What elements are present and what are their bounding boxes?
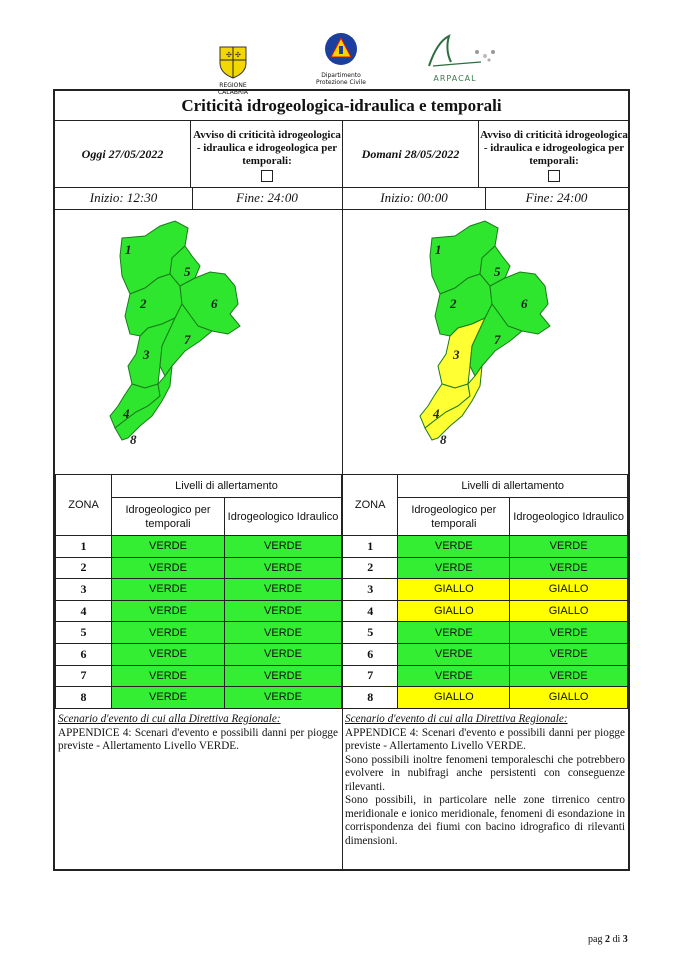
level-temporali: VERDE (112, 579, 225, 601)
table-row (343, 579, 628, 601)
map-label-2: 2 (140, 296, 147, 311)
table-row (56, 579, 342, 601)
table-row (56, 687, 342, 709)
right-col2-header: Idrogeologico Idraulico (510, 498, 628, 536)
map-label-4: 4 (433, 406, 440, 421)
map-label-6: 6 (211, 296, 218, 311)
left-scenario-text: APPENDICE 4: Scenari d'evento e possibili danni per piogge previste - Allertamento Livello VERDE. (58, 726, 338, 752)
page-of: di (612, 934, 621, 945)
right-scenario-p2: Sono possibili inoltre fenomeni temporaleschi che potrebbero evolvere in nubifragi anche persistenti con conseguenze rilevanti. (345, 753, 625, 793)
map-label-6: 6 (521, 296, 528, 311)
map-label-7: 7 (494, 332, 501, 347)
left-header-divider (190, 120, 191, 187)
level-temporali: VERDE (112, 557, 225, 579)
level-idraulico: GIALLO (510, 579, 628, 601)
left-zone-map (100, 216, 260, 466)
level-idraulico: VERDE (510, 557, 628, 579)
level-idraulico: VERDE (510, 622, 628, 644)
level-idraulico: VERDE (510, 643, 628, 665)
zone-number: 2 (56, 557, 112, 579)
left-avviso-text: Avviso di criticità idrogeologica - idraulica e idrogeologica per temporali: (193, 129, 341, 167)
arpacal-mountain-icon (425, 32, 505, 72)
zone-number: 1 (56, 536, 112, 558)
left-avviso (192, 129, 342, 186)
map-label-5: 5 (494, 264, 501, 279)
left-scenario-heading: Scenario d'evento di cui alla Direttiva Regionale: (58, 713, 281, 725)
table-row (56, 536, 342, 558)
level-idraulico: VERDE (225, 622, 342, 644)
zone-number: 3 (343, 579, 398, 601)
table-row (343, 536, 628, 558)
zone-number: 5 (343, 622, 398, 644)
level-temporali: VERDE (398, 536, 510, 558)
level-idraulico: VERDE (510, 665, 628, 687)
table-row (343, 643, 628, 665)
right-inizio: Inizio: 00:00 (380, 190, 448, 205)
level-temporali: VERDE (398, 622, 510, 644)
table-row (343, 557, 628, 579)
level-temporali: VERDE (112, 600, 225, 622)
map-label-2: 2 (450, 296, 457, 311)
left-levels-table (55, 474, 342, 709)
right-scenario-text: APPENDICE 4: Scenari d'evento e possibili danni per piogge previste - Allertamento Livello VERDE. (345, 726, 625, 752)
left-scenario (58, 713, 338, 754)
zone-number: 4 (343, 600, 398, 622)
arpacal-logo (420, 32, 510, 83)
table-row (56, 557, 342, 579)
map-label-1: 1 (125, 242, 132, 257)
page-total: 3 (622, 934, 628, 945)
level-temporali: VERDE (398, 643, 510, 665)
right-date: Domani 28/05/2022 (361, 147, 460, 161)
right-scenario-p3: Sono possibili, in particolare nelle zone tirrenico centro meridionale e ionico meridionale, fenomeni di esondazione in corrispondenza dei fiumi con bacino idrografico di rilevanti dimensioni. (345, 794, 625, 847)
time-row-divider (55, 209, 628, 210)
right-fine: Fine: 24:00 (525, 190, 588, 205)
right-avviso-checkbox[interactable] (548, 170, 560, 182)
regione-shield-icon (218, 45, 248, 79)
map-label-5: 5 (184, 264, 191, 279)
map-label-8: 8 (130, 432, 137, 447)
level-temporali: VERDE (112, 687, 225, 709)
map-label-3: 3 (143, 347, 150, 362)
left-livelli-header: Livelli di allertamento (112, 475, 342, 498)
level-idraulico: VERDE (225, 579, 342, 601)
right-zona-header: ZONA (343, 475, 398, 536)
map-label-4: 4 (123, 406, 130, 421)
level-idraulico: VERDE (510, 536, 628, 558)
level-idraulico: VERDE (225, 536, 342, 558)
date-row-divider (55, 187, 628, 188)
level-idraulico: GIALLO (510, 600, 628, 622)
level-temporali: VERDE (398, 665, 510, 687)
right-zone-map (410, 216, 570, 466)
page-current: 2 (604, 934, 610, 945)
table-row (56, 600, 342, 622)
zone-number: 6 (343, 643, 398, 665)
right-scenario-heading: Scenario d'evento di cui alla Direttiva Regionale: (345, 713, 568, 725)
protezione-civile-text: Protezione Civile (316, 79, 366, 86)
zone-number: 7 (343, 665, 398, 687)
right-levels-table (342, 474, 628, 709)
map-label-7: 7 (184, 332, 191, 347)
table-row (343, 665, 628, 687)
page-label: pag (588, 934, 603, 945)
zone-number: 4 (56, 600, 112, 622)
left-avviso-checkbox[interactable] (261, 170, 273, 182)
zone-number: 7 (56, 665, 112, 687)
right-livelli-header: Livelli di allertamento (398, 475, 628, 498)
level-temporali: GIALLO (398, 687, 510, 709)
table-row (343, 600, 628, 622)
zone-number: 2 (343, 557, 398, 579)
level-temporali: VERDE (112, 622, 225, 644)
protezione-civile-icon (324, 32, 358, 66)
table-row (56, 665, 342, 687)
regione-logo-text: REGIONE CALABRIA (217, 82, 249, 96)
level-idraulico: VERDE (225, 643, 342, 665)
level-idraulico: VERDE (225, 665, 342, 687)
level-temporali: GIALLO (398, 579, 510, 601)
level-temporali: VERDE (398, 557, 510, 579)
table-row (343, 622, 628, 644)
zone-number: 6 (56, 643, 112, 665)
header-logos (0, 20, 678, 96)
right-avviso-text: Avviso di criticità idrogeologica - idraulica e idrogeologica per temporali: (480, 129, 628, 167)
page-number (588, 934, 628, 945)
level-temporali: GIALLO (398, 600, 510, 622)
level-temporali: VERDE (112, 536, 225, 558)
table-row (56, 622, 342, 644)
right-col1-header: Idrogeologico per temporali (398, 498, 510, 536)
table-row (56, 643, 342, 665)
level-temporali: VERDE (112, 643, 225, 665)
level-idraulico: VERDE (225, 600, 342, 622)
zone-number: 1 (343, 536, 398, 558)
arpacal-text: ARPACAL (433, 74, 477, 83)
svg-text:✣: ✣ (226, 51, 232, 59)
left-col2-header: Idrogeologico Idraulico (225, 498, 342, 536)
level-temporali: VERDE (112, 665, 225, 687)
level-idraulico: VERDE (225, 687, 342, 709)
left-date: Oggi 27/05/2022 (81, 147, 164, 161)
left-levels-rows (56, 536, 342, 709)
right-avviso (479, 129, 629, 186)
map-label-1: 1 (435, 242, 442, 257)
left-col1-header: Idrogeologico per temporali (112, 498, 225, 536)
zone-number: 8 (343, 687, 398, 709)
map-label-3: 3 (453, 347, 460, 362)
svg-text:✣: ✣ (235, 51, 241, 59)
dipartimento-text: Dipartimento (321, 72, 361, 79)
level-idraulico: GIALLO (510, 687, 628, 709)
zone-number: 5 (56, 622, 112, 644)
right-scenario (345, 713, 625, 848)
level-idraulico: VERDE (225, 557, 342, 579)
table-row (343, 687, 628, 709)
left-zona-header: ZONA (56, 475, 112, 536)
left-fine: Fine: 24:00 (236, 190, 298, 205)
map-label-8: 8 (440, 432, 447, 447)
zone-number: 8 (56, 687, 112, 709)
bulletin-frame (53, 89, 630, 871)
left-inizio: Inizio: 12:30 (89, 190, 158, 205)
page-title: Criticità idrogeologica-idraulica e temporali (55, 91, 628, 121)
zone-number: 3 (56, 579, 112, 601)
right-levels-rows (343, 536, 628, 709)
protezione-civile-logo (313, 32, 369, 86)
